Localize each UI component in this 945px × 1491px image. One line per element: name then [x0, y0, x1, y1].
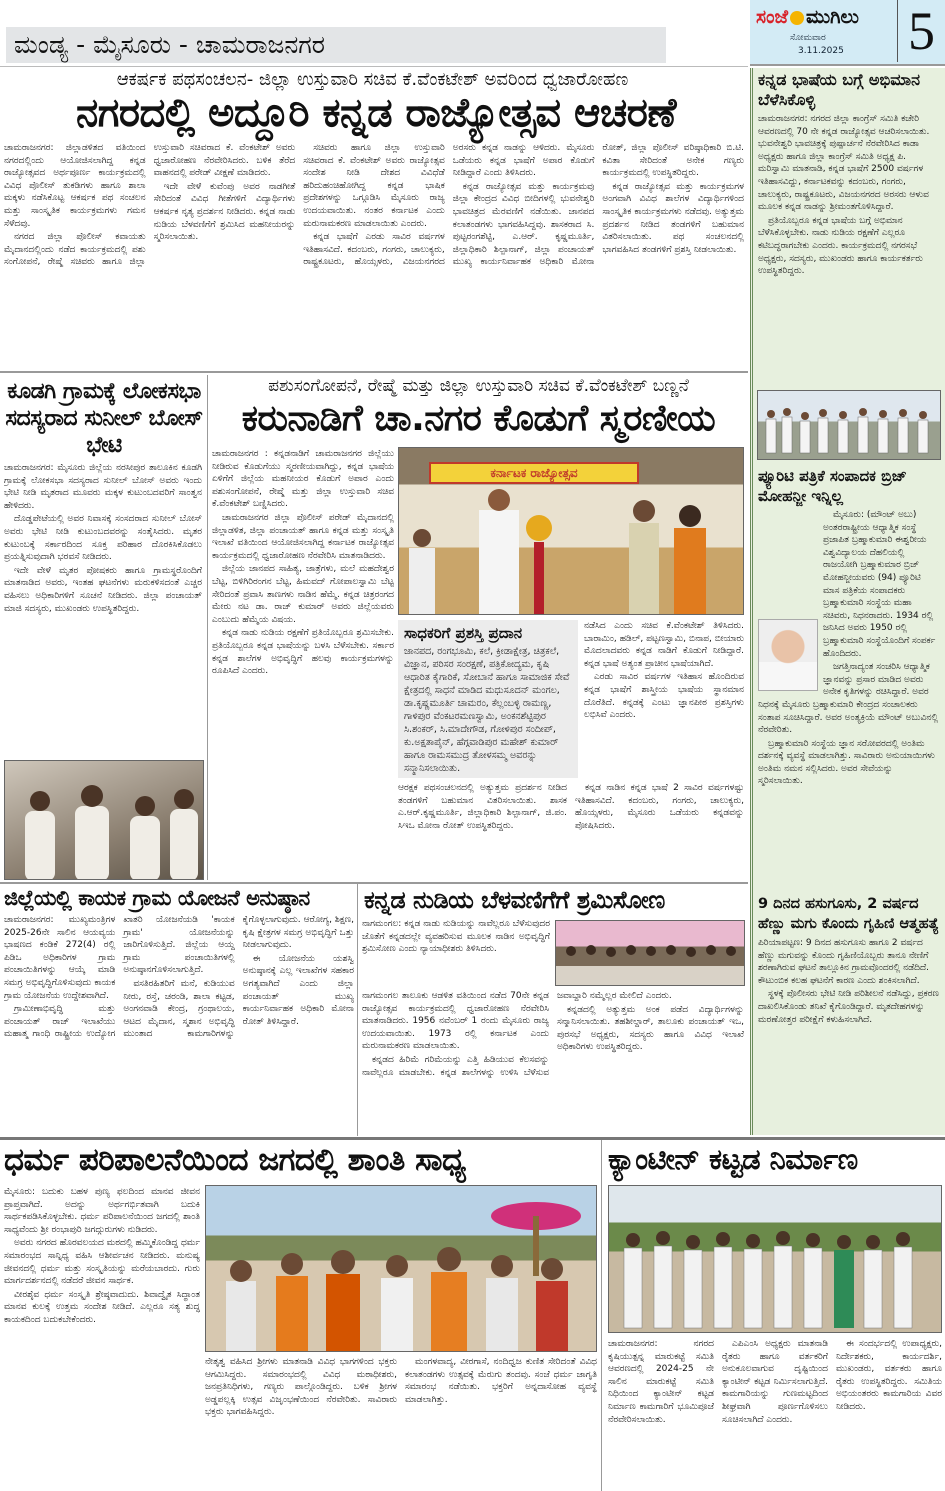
paragraph: ದೊಡ್ಡಪೇಟೆಯಲ್ಲಿ ಅವರ ನಿವಾಸಕ್ಕೆ ಸಂಸದರಾದ ಸುನೀಲ್ ಬೋಸ್ ಅವರು ಭೇಟಿ ನೀಡಿ ಕುಟುಂಬದವರನ್ನು ಸಂತೈಸಿದರು. ಮೃತರ ಕುಟುಂಬಕ್ಕೆ ಸರ್ಕಾರದಿಂದ ಸೂಕ್ತ ಪರಿಹಾರ ದೊರಕಿಸಿಕೊಡಲು ಪ್ರಯತ್ನಿಸುವುದಾಗಿ ಭರವಸೆ ನೀಡಿದರು.: [4, 514, 202, 563]
religious-procession-photo: [205, 1185, 597, 1352]
paragraph: ಕನ್ನಡ ಭಾಷೆಗೆ ಎರಡು ಸಾವಿರ ವರ್ಷಗಳ ಇತಿಹಾಸವಿದೆ. ಕದಂಬರು, ಗಂಗರು, ಚಾಲುಕ್ಯರು, ರಾಷ್ಟ್ರಕೂಟರು, ಹೊಯ್ಸಳರು, ವಿಜಯನಗರದ ಅರಸರು ಕನ್ನಡ ನಾಡನ್ನು ಆಳಿದರು. ಮೈಸೂರು ಒಡೆಯರು ಕನ್ನಡ ಭಾಷೆಗೆ ಅಪಾರ ಕೊಡುಗೆ ನೀಡಿದ್ದಾರೆ ಎಂದು ತಿಳಿಸಿದರು.: [303, 143, 595, 268]
canteen-body: [608, 1338, 942, 1488]
paragraph: ಆರಕ್ಷಕ ಪಥಸಂಚಲನದಲ್ಲಿ ಅತ್ಯುತ್ತಮ ಪ್ರದರ್ಶನ ನೀಡಿದ ತಂಡಗಳಿಗೆ ಬಹುಮಾನ ವಿತರಿಸಲಾಯಿತು. ಶಾಸಕ ಎ.ಆರ್.ಕೃಷ್ಣಮೂರ್ತಿ, ಜಿಲ್ಲಾಧಿಕಾರಿ ಶಿಲ್ಪಾನಾಗ್, ಜಿ.ಪಂ. ಸಿಇಒ ಮೋನಾ ರೋತ್ ಉಪಸ್ಥಿತರಿದ್ದರು.: [398, 783, 567, 831]
lead-headline: ನಗರದಲ್ಲಿ ಅದ್ದೂರಿ ಕನ್ನಡ ರಾಜ್ಯೋತ್ಸವ ಆಚರಣೆ: [76, 90, 676, 136]
paragraph: ಎಪಿಎಂಸಿ ಅಧ್ಯಕ್ಷರು ಮಾತನಾಡಿ ರೈತರು ಹಾಗೂ ವರ್ತಕರಿಗೆ ಅನುಕೂಲವಾಗುವ ದೃಷ್ಟಿಯಿಂದ ಕ್ಯಾಂಟೀನ್ ಕಟ್ಟಡ ನಿರ್ಮಿಸಲಾಗುತ್ತಿದೆ. ಕಾಮಗಾರಿಯನ್ನು ಗುಣಮಟ್ಟದಿಂದ ಶೀಘ್ರವಾಗಿ ಪೂರ್ಣಗೊಳಿಸಲು ಸೂಚಿಸಲಾಗಿದೆ ಎಂದರು.: [722, 1339, 828, 1425]
paragraph: ಚಾಮರಾಜನಗರ ಜಿಲ್ಲಾ ಪೊಲೀಸ್ ಪರೇಡ್ ಮೈದಾನದಲ್ಲಿ ಜಿಲ್ಲಾಡಳಿತ, ಜಿಲ್ಲಾ ಪಂಚಾಯತ್ ಹಾಗೂ ಕನ್ನಡ ಮತ್ತು ಸಂಸ್ಕೃತಿ ಇಲಾಖೆ ವತಿಯಿಂದ ಆಯೋಜಿಸಲಾಗಿದ್ದ ಕರ್ನಾಟಕ ರಾಜ್ಯೋತ್ಸವ ಕಾರ್ಯಕ್ರಮದಲ್ಲಿ ಧ್ವಜಾರೋಹಣ ನೆರವೇರಿಸಿ ಮಾತನಾಡಿದರು.: [212, 512, 394, 561]
lead-kicker: ಆಕರ್ಷಕ ಪಥಸಂಚಲನ- ಜಿಲ್ಲಾ ಉಸ್ತುವಾರಿ ಸಚಿವ ಕೆ.ವೆಂಕಟೇಶ್ ಅವರಿಂದ ಧ್ವಜಾರೋಹಣ: [116, 69, 629, 90]
center-body-right: [584, 620, 744, 780]
paragraph: ನಡೆಸಿದ ಎಂದು ಸಚಿವ ಕೆ.ವೆಂಕಟೇಶ್ ತಿಳಿಸಿದರು. ಬಾರಾಮಿಂ, ಹಡಿಲ್, ಪಟ್ಟಣಸ್ವಾಮಿ, ಬಿನಾಪ, ಬೀಯಾರು ಮೊದಲಾದವರು ಕನ್ನಡ ನಾಡಿಗೆ ಕೊಡುಗೆ ನೀಡಿದ್ದಾರೆ. ಕನ್ನಡ ಭಾಷೆ ಅತ್ಯಂತ ಪ್ರಾಚೀನ ಭಾಷೆಯಾಗಿದೆ.: [584, 621, 744, 669]
paragraph: ಈ ಯೋಜನೆಯ ಯಶಸ್ವಿ ಅನುಷ್ಠಾನಕ್ಕೆ ಎಲ್ಲ ಇಲಾಖೆಗಳ ಸಹಕಾರ ಅಗತ್ಯವಾಗಿದೆ ಎಂದು ಜಿಲ್ಲಾ ಪಂಚಾಯತ್ ಮುಖ್ಯ ಕಾರ್ಯನಿರ್ವಾಹಕ ಅಧಿಕಾರಿ ಮೋನಾ ರೋತ್ ತಿಳಿಸಿದ್ದಾರೆ.: [242, 953, 354, 1027]
dharma-body: [205, 1356, 597, 1488]
kayaka-body: [4, 914, 354, 1132]
nudi-headline: ಕನ್ನಡ ನುಡಿಯ ಬೆಳವಣಿಗೆಗೆ ಶ್ರಮಿಸೋಣ: [364, 886, 665, 914]
kudagi-headline: ಕೂಡಗಿ ಗ್ರಾಮಕ್ಕೆ ಲೋಕಸಭಾ ಸದಸ್ಯರಾದ ಸುನೀಲ್ ಬೋಸ್ ಭೇಟಿ: [5, 379, 203, 458]
kayaka-headline: ಜಿಲ್ಲೆಯಲ್ಲಿ ಕಾಯಕ ಗ್ರಾಮ ಯೋಜನೆ ಅನುಷ್ಠಾನ: [4, 886, 310, 910]
logo-right: ಮುಗಿಲು: [806, 6, 859, 28]
paragraph: ಸ್ಥಳಕ್ಕೆ ಪೊಲೀಸರು ಭೇಟಿ ನೀಡಿ ಪರಿಶೀಲನೆ ನಡೆಸಿದ್ದು, ಪ್ರಕರಣ ದಾಖಲಿಸಿಕೊಂಡು ತನಿಖೆ ಕೈಗೊಂಡಿದ್ದಾರೆ. ಮೃತದೇಹಗಳನ್ನು ಮರಣೋತ್ತರ ಪರೀಕ್ಷೆಗೆ ಕಳುಹಿಸಲಾಗಿದೆ.: [758, 989, 939, 1025]
paragraph: ಜಿಲ್ಲೆಯ ಜಾನಪದ ಸಾಹಿತ್ಯ, ಜಾತ್ರೆಗಳು, ಮಲೆ ಮಹದೇಶ್ವರ ಬೆಟ್ಟ, ಬಿಳಿಗಿರಿರಂಗನ ಬೆಟ್ಟ, ಹಿಮವದ್ ಗೋಪಾಲಸ್ವಾಮಿ ಬೆಟ್ಟ ಸೇರಿದಂತೆ ಪ್ರವಾಸಿ ತಾಣಗಳು ನಾಡಿನ ಹೆಮ್ಮೆ. ಕನ್ನಡ ಚಿತ್ರರಂಗದ ಮೇರು ನಟ ಡಾ. ರಾಜ್ ಕುಮಾರ್ ಅವರು ಜಿಲ್ಲೆಯವರು ಎಂಬುದು ಹೆಮ್ಮೆಯ ವಿಷಯ.: [212, 564, 394, 625]
awards-title: ಸಾಧಕರಿಗೆ ಪ್ರಶಸ್ತಿ ಪ್ರದಾನ: [404, 624, 523, 642]
sun-icon: [790, 11, 804, 25]
paragraph: ಚಾಮರಾಜನಗರ: ಜಿಲ್ಲಾಡಳಿತದ ವತಿಯಿಂದ ನಗರದಲ್ಲಿಂದು ಆಯೋಜಿಸಲಾಗಿದ್ದ ಕನ್ನಡ ರಾಜ್ಯೋತ್ಸವದ ಅರ್ಥಪೂರ್ಣ ಕಾರ್ಯಕ್ರಮದಲ್ಲಿ ವಿವಿಧ ಪೊಲೀಸ್ ತುಕಡಿಗಳು ಹಾಗೂ ಶಾಲಾ ಮಕ್ಕಳು ನಡೆಸಿಕೊಟ್ಟ ಆಕರ್ಷಕ ಪಥ ಸಂಚಲನ ಮತ್ತು ಸಾಂಸ್ಕೃತಿಕ ಕಾರ್ಯಕ್ರಮಗಳು ಗಮನ ಸೆಳೆದವು.: [4, 143, 146, 229]
paragraph: ನಗರದ ಜಿಲ್ಲಾ ಪೊಲೀಸ್ ಕವಾಯತು ಮೈದಾನದಲ್ಲಿಂದು ನಡೆದ ಕಾರ್ಯಕ್ರಮದಲ್ಲಿ ಪಶು ಸಂಗೋಪನೆ, ರೇಷ್ಮೆ ಸಚಿವರು ಹಾಗೂ ಜಿಲ್ಲಾ ಉಸ್ತುವಾರಿ ಸಚಿವರಾದ ಕೆ. ವೆಂಕಟೇಶ್ ಅವರು ಧ್ವಜಾರೋಹಣ ನೆರವೇರಿಸಿದರು. ಬಳಿಕ ತೆರೆದ ವಾಹನದಲ್ಲಿ ಪರೇಡ್ ವೀಕ್ಷಣೆ ಮಾಡಿದರು.: [4, 143, 296, 268]
nudi-body: [362, 990, 744, 1132]
dharma-headline: ಧರ್ಮ ಪರಿಪಾಲನೆಯಿಂದ ಜಗದಲ್ಲಿ ಶಾಂತಿ ಸಾಧ್ಯ: [4, 1142, 466, 1178]
paragraph: ಪ್ರತಿಯೊಬ್ಬರೂ ಕನ್ನಡ ಭಾಷೆಯ ಬಗ್ಗೆ ಅಭಿಮಾನ ಬೆಳೆಸಿಕೊಳ್ಳಬೇಕು. ನಾಡು ನುಡಿಯ ರಕ್ಷಣೆಗೆ ಎಲ್ಲರೂ ಕಟಿಬದ್ಧರಾಗಬೇಕು ಎಂದರು. ಕಾರ್ಯಕ್ರಮದಲ್ಲಿ ನಗರಸಭೆ ಅಧ್ಯಕ್ಷರು, ಸದಸ್ಯರು, ಮುಖಂಡರು ಹಾಗೂ ಕಾರ್ಯಕರ್ತರು ಉಪಸ್ಥಿತರಿದ್ದರು.: [758, 215, 923, 277]
paragraph: ನೇತೃತ್ವ ವಹಿಸಿದ ಶ್ರೀಗಳು ಮಾತನಾಡಿ ವಿವಿಧ ಭಾಗಗಳಿಂದ ಭಕ್ತರು ಆಗಮಿಸಿದ್ದರು. ಸಮಾರಂಭದಲ್ಲಿ ವಿವಿಧ ಮಠಾಧೀಶರು, ಜನಪ್ರತಿನಿಧಿಗಳು, ಗಣ್ಯರು ಪಾಲ್ಗೊಂಡಿದ್ದರು. ಬಳಿಕ ಶ್ರೀಗಳ ಅಡ್ಡಪಲ್ಲಕ್ಕಿ ಉತ್ಸವ ವಿಜೃಂಭಣೆಯಿಂದ ನೆರವೇರಿತು. ಸಾವಿರಾರು ಭಕ್ತರು ಭಾಗವಹಿಸಿದ್ದರು.: [205, 1357, 397, 1418]
mp-visit-photo: [4, 760, 204, 880]
paragraph: ಜಗತ್ತಿನಾದ್ಯಂತ ಸಂಚರಿಸಿ ಆಧ್ಯಾತ್ಮಿಕ ಜ್ಞಾನವನ್ನು ಪ್ರಸಾರ ಮಾಡಿದ ಅವರು ಅನೇಕ ಕೃತಿಗಳನ್ನು ರಚಿಸಿದ್ದಾರೆ. ಅವರ ನಿಧನಕ್ಕೆ ಮೈಸೂರು ಬ್ರಹ್ಮಾಕುಮಾರಿ ಕೇಂದ್ರದ ಸಂಚಾಲಕರು ಸಂತಾಪ ಸೂಚಿಸಿದ್ದಾರೆ. ಅವರ ಅಂತ್ಯಕ್ರಿಯೆ ಮೌಂಟ್ ಅಬುವಿನಲ್ಲಿ ನೆರವೇರಿತು.: [758, 662, 939, 736]
paragraph: ಎರಡು ಸಾವಿರ ವರ್ಷಗಳ ಇತಿಹಾಸ ಹೊಂದಿರುವ ಕನ್ನಡ ಭಾಷೆಗೆ ಶಾಸ್ತ್ರೀಯ ಭಾಷೆಯ ಸ್ಥಾನಮಾನ ದೊರೆತಿದೆ. ಕನ್ನಡಕ್ಕೆ ಎಂಟು ಜ್ಞಾನಪೀಠ ಪ್ರಶಸ್ತಿಗಳು ಲಭಿಸಿವೆ ಎಂದರು.: [584, 672, 744, 721]
paragraph: ನಾಗಮಂಗಲ: ಕನ್ನಡ ನಾಡು ನುಡಿಯನ್ನು ನಾವೆಲ್ಲರೂ ಬೆಳೆಸುವುದರ ಜೊತೆಗೆ ಕನ್ನಡದಲ್ಲೇ ವ್ಯವಹರಿಸುವ ಮೂಲಕ ನಾಡಿನ ಅಭಿವೃದ್ಧಿಗೆ ಶ್ರಮಿಸೋಣ ಎಂದು ನ್ಯಾಯಾಧೀಶರು ತಿಳಿಸಿದರು.: [362, 919, 550, 955]
divider: [207, 375, 208, 880]
divider: [0, 66, 748, 67]
canteen-headline: ಕ್ಯಾಂಟೀನ್ ಕಟ್ಟಡ ನಿರ್ಮಾಣ: [608, 1142, 858, 1176]
paragraph: ಮಂಗಳವಾದ್ಯ, ವೀರಗಾಸೆ, ನಂದಿಧ್ವಜ ಕುಣಿತ ಸೇರಿದಂತೆ ವಿವಿಧ ಕಲಾತಂಡಗಳು ಉತ್ಸವಕ್ಕೆ ಮೆರುಗು ತಂದವು. ಸಂಜೆ ಧರ್ಮ ಜಾಗೃತಿ ಸಮಾರಂಭ ನಡೆಯಿತು. ಭಕ್ತರಿಗೆ ಅನ್ನದಾಸೋಹ ವ್ಯವಸ್ಥೆ ಮಾಡಲಾಗಿತ್ತು.: [405, 1357, 597, 1405]
paragraph: ಕನ್ನಡದ ಹಿರಿಮೆ ಗರಿಮೆಯನ್ನು ಎತ್ತಿ ಹಿಡಿಯುವ ಕೆಲಸವನ್ನು ನಾವೆಲ್ಲರೂ ಮಾಡಬೇಕು. ಕನ್ನಡ ಶಾಲೆಗಳನ್ನು ಉಳಿಸಿ ಬೆಳೆಸುವ ಜವಾಬ್ದಾರಿ ನಮ್ಮೆಲ್ಲರ ಮೇಲಿದೆ ಎಂದರು.: [362, 991, 672, 1078]
logo-left: ಸಂಜೆ: [756, 6, 789, 28]
paragraph: ಪಿರಿಯಾಪಟ್ಟಣ: 9 ದಿನದ ಹಸುಗೂಸು ಹಾಗೂ 2 ವರ್ಷದ ಹೆಣ್ಣು ಮಗುವನ್ನು ಕೊಂದು ಗೃಹಿಣಿಯೊಬ್ಬರು ತಾನೂ ನೇಣಿಗೆ ಶರಣಾಗಿರುವ ಘಟನೆ ತಾಲ್ಲೂಕಿನ ಗ್ರಾಮವೊಂದರಲ್ಲಿ ನಡೆದಿದೆ. ಕೌಟುಂಬಿಕ ಕಲಹ ಘಟನೆಗೆ ಕಾರಣ ಎಂದು ಶಂಕಿಸಲಾಗಿದೆ.: [758, 938, 930, 986]
nagamangala-photo: [555, 920, 745, 986]
paragraph: ಚಾಮರಾಜನಗರ: ನಗರದ ಕೃಷಿಯುತ್ಪನ್ನ ಮಾರುಕಟ್ಟೆ ಸಮಿತಿ ಆವರಣದಲ್ಲಿ 2024-25 ನೇ ಸಾಲಿನ ಮಾರುಕಟ್ಟೆ ಸಮಿತಿ ನಿಧಿಯಿಂದ ಕ್ಯಾಂಟೀನ್ ಕಟ್ಟಡ ನಿರ್ಮಾಣ ಕಾಮಗಾರಿಗೆ ಭೂಮಿಪೂಜೆ ನೆರವೇರಿಸಲಾಯಿತು.: [608, 1339, 714, 1425]
paragraph: ಕನ್ನಡದಲ್ಲಿ ಅತ್ಯುತ್ತಮ ಅಂಕ ಪಡೆದ ವಿದ್ಯಾರ್ಥಿಗಳನ್ನು ಸನ್ಮಾನಿಸಲಾಯಿತು. ತಹಶೀಲ್ದಾರ್, ತಾಲೂಕು ಪಂಚಾಯತ್ ಇಒ, ಪುರಸಭೆ ಅಧ್ಯಕ್ಷರು, ಸದಸ್ಯರು ಹಾಗೂ ವಿವಿಧ ಇಲಾಖೆ ಅಧಿಕಾರಿಗಳು ಉಪಸ್ಥಿತರಿದ್ದರು.: [557, 1004, 744, 1053]
section-label: ಮಂಡ್ಯ - ಮೈಸೂರು - ಚಾಮರಾಜನಗರ: [6, 27, 666, 63]
paragraph: ಚಾಮರಾಜನಗರ: ನಗರದ ಜಿಲ್ಲಾ ಕಾಂಗ್ರೆಸ್ ಸಮಿತಿ ಕಚೇರಿ ಆವರಣದಲ್ಲಿ 70 ನೇ ಕನ್ನಡ ರಾಜ್ಯೋತ್ಸವ ಆಚರಿಸಲಾಯಿತು. ಭುವನೇಶ್ವರಿ ಭಾವಚಿತ್ರಕ್ಕೆ ಪುಷ್ಪಾರ್ಚನೆ ನೆರವೇರಿಸಿದ ಕಾಡಾ ಅಧ್ಯಕ್ಷರು ಹಾಗೂ ಜಿಲ್ಲಾ ಕಾಂಗ್ರೆಸ್ ಸಮಿತಿ ಅಧ್ಯಕ್ಷ ಪಿ. ಮರಿಸ್ವಾಮಿ ಮಾತನಾಡಿ, ಕನ್ನಡ ಭಾಷೆಗೆ 2500 ವರ್ಷಗಳ ಇತಿಹಾಸವಿದ್ದು, ಕರ್ನಾಟಕವನ್ನು ಕದಂಬರು, ಗಂಗರು, ಚಾಲುಕ್ಯರು, ರಾಷ್ಟ್ರಕೂಟರು, ವಿಜಯನಗರದ ಅರಸರು ಆಳುವ ಮೂಲಕ ಕನ್ನಡ ನಾಡನ್ನು ಶ್ರೀಮಂತಗೊಳಿಸಿದ್ದಾರೆ.: [758, 114, 930, 213]
paragraph: ಕನ್ನಡ ನಾಡು ನುಡಿಯ ರಕ್ಷಣೆಗೆ ಪ್ರತಿಯೊಬ್ಬರೂ ಶ್ರಮಿಸಬೇಕು. ಪ್ರತಿಯೊಬ್ಬರೂ ಕನ್ನಡ ಭಾಷೆಯನ್ನು ಬಳಸಿ ಬೆಳೆಸಬೇಕು. ಸರ್ಕಾರ ಕನ್ನಡ ಶಾಲೆಗಳ ಅಭಿವೃದ್ಧಿಗೆ ಹಲವು ಕಾರ್ಯಕ್ರಮಗಳನ್ನು ರೂಪಿಸಿದೆ ಎಂದರು.: [212, 628, 394, 677]
divider: [0, 882, 748, 884]
center-body-bottom: [398, 782, 744, 878]
group-people-image: [758, 391, 941, 460]
divider: [601, 1140, 602, 1491]
group-seated-image: [556, 921, 745, 986]
canteen-ceremony-photo: [608, 1185, 942, 1333]
divider: [357, 884, 358, 1136]
swamijis-image: [206, 1186, 597, 1352]
center-headline: ಕರುನಾಡಿಗೆ ಚಾ.ನಗರ ಕೊಡುಗೆ ಸ್ಮರಣೀಯ: [241, 398, 716, 439]
rajyotsava-stage-photo: [398, 447, 744, 615]
awards-box: [398, 620, 578, 778]
paragraph: ಬ್ರಹ್ಮಾಕುಮಾರಿ ಸಂಸ್ಥೆಯ ಜ್ಞಾನ ಸರೋವರದಲ್ಲಿ ಅಂತಿಮ ದರ್ಶನಕ್ಕೆ ವ್ಯವಸ್ಥೆ ಮಾಡಲಾಗಿತ್ತು. ಸಾವಿರಾರು ಅನುಯಾಯಿಗಳು ಅಂತಿಮ ನಮನ ಸಲ್ಲಿಸಿದರು. ಅವರ ಸೇವೆಯನ್ನು ಸ್ಮರಿಸಲಾಯಿತು.: [758, 738, 935, 787]
officials-group-image: [609, 1186, 942, 1333]
paragraph: ವಸತಿರಹಿತರಿಗೆ ಮನೆ, ಕುಡಿಯುವ ನೀರು, ರಸ್ತೆ, ಚರಂಡಿ, ಶಾಲಾ ಕಟ್ಟಡ, ಅಂಗನವಾಡಿ ಕೇಂದ್ರ, ಗ್ರಂಥಾಲಯ, ಆಟದ ಮೈದಾನ, ಸ್ಮಶಾನ ಅಭಿವೃದ್ಧಿ ಮುಂತಾದ ಕಾಮಗಾರಿಗಳನ್ನು ಕೈಗೊಳ್ಳಲಾಗುವುದು. ಆರೋಗ್ಯ, ಶಿಕ್ಷಣ, ಕೃಷಿ ಕ್ಷೇತ್ರಗಳ ಸಮಗ್ರ ಅಭಿವೃದ್ಧಿಗೆ ಒತ್ತು ನೀಡಲಾಗುವುದು.: [123, 915, 354, 1040]
sidebar-body-2: [753, 506, 945, 886]
obituary-portrait: [758, 619, 818, 691]
nudi-body-top: [362, 918, 550, 988]
sidebar-body-1: [753, 110, 945, 388]
sidebar-body-3: [753, 934, 945, 1094]
sidebar-headline-3: 9 ದಿನದ ಹಸುಗೂಸು, 2 ವರ್ಷದ ಹೆಣ್ಣು ಮಗು ಕೊಂದು ಗೃಹಿಣಿ ಆತ್ಮಹತ್ಯೆ: [758, 896, 939, 932]
paragraph: ಕನ್ನಡ ರಾಜ್ಯೋತ್ಸವ ಮತ್ತು ಕಾರ್ಯಕ್ರಮವು ಜಿಲ್ಲಾ ಕೇಂದ್ರದ ವಿವಿಧ ಬೀದಿಗಳಲ್ಲಿ ಭುವನೇಶ್ವರಿ ಭಾವಚಿತ್ರದ ಮೆರವಣಿಗೆ ನಡೆಯಿತು. ಜಾನಪದ ಕಲಾತಂಡಗಳು ಭಾಗವಹಿಸಿದ್ದವು. ಶಾಸಕರಾದ ಸಿ. ಪುಟ್ಟರಂಗಶೆಟ್ಟಿ, ಎ.ಆರ್. ಕೃಷ್ಣಮೂರ್ತಿ, ಜಿಲ್ಲಾಧಿಕಾರಿ ಶಿಲ್ಪಾನಾಗ್, ಜಿಲ್ಲಾ ಪಂಚಾಯತ್ ಮುಖ್ಯ ಕಾರ್ಯನಿರ್ವಾಹಕ ಅಧಿಕಾರಿ ಮೋನಾ ರೋತ್, ಜಿಲ್ಲಾ ಪೊಲೀಸ್ ವರಿಷ್ಠಾಧಿಕಾರಿ ಬಿ.ಟಿ. ಕವಿತಾ ಸೇರಿದಂತೆ ಅನೇಕ ಗಣ್ಯರು ಕಾರ್ಯಕ್ರಮದಲ್ಲಿ ಉಪಸ್ಥಿತರಿದ್ದರು.: [452, 143, 744, 268]
paragraph: ಚಾಮರಾಜನಗರ : ಕನ್ನಡನಾಡಿಗೆ ಚಾಮರಾಜನಗರ ಜಿಲ್ಲೆಯು ನೀಡಿರುವ ಕೊಡುಗೆಯು ಸ್ಮರಣೀಯವಾಗಿದ್ದು, ಕನ್ನಡ ಭಾಷೆಯ ಏಳಿಗೆಗೆ ಜಿಲ್ಲೆಯ ಮಹನೀಯರ ಕೊಡುಗೆ ಅಪಾರ ಎಂದು ಪಶುಸಂಗೋಪನೆ, ರೇಷ್ಮೆ ಮತ್ತು ಜಿಲ್ಲಾ ಉಸ್ತುವಾರಿ ಸಚಿವ ಕೆ.ವೆಂಕಟೇಶ್ ಬಣ್ಣಿಸಿದರು.: [212, 449, 394, 510]
page-number: 5: [897, 0, 935, 62]
center-kicker: ಪಶುಸಂಗೋಪನೆ, ರೇಷ್ಮೆ ಮತ್ತು ಜಿಲ್ಲಾ ಉಸ್ತುವಾರಿ ಸಚಿವ ಕೆ.ವೆಂಕಟೇಶ್ ಬಣ್ಣನೆ: [268, 376, 689, 396]
paragraph: ವೀರಶೈವ ಧರ್ಮ ಸಂಸ್ಕೃತಿ ಶ್ರೇಷ್ಠವಾದುದು. ಶಿವಾದ್ವೈತ ಸಿದ್ಧಾಂತ ಮಾನವ ಕುಲಕ್ಕೆ ಉತ್ತಮ ಸಂದೇಶ ನೀಡಿದೆ. ಎಲ್ಲರೂ ಸತ್ಯ ಶುದ್ಧ ಕಾಯಕದಿಂದ ಬದುಕಬೇಕೆಂದರು.: [4, 1289, 200, 1325]
paragraph: ಕನ್ನಡ ನಾಡಿನ ಕನ್ನಡ ಭಾಷೆ 2 ಸಾವಿರ ವರ್ಷಗಳಷ್ಟು ಇತಿಹಾಸವಿದೆ. ಕದಂಬರು, ಗಂಗರು, ಚಾಲುಕ್ಯರು, ಹೊಯ್ಸಳರು, ಮೈಸೂರು ಒಡೆಯರು ಕನ್ನಡವನ್ನು ಪೋಷಿಸಿದರು.: [575, 783, 744, 831]
people-meeting-image: [5, 761, 204, 880]
stage-banner: ಕರ್ನಾಟಕ ರಾಜ್ಯೋತ್ಸವ: [429, 462, 639, 484]
kudagi-body: [4, 462, 202, 756]
congress-office-photo: [757, 390, 941, 460]
paragraph: ಮೈಸೂರು: (ಮೌಂಟ್ ಅಬು) ಅಂತರರಾಷ್ಟ್ರೀಯ ಆಧ್ಯಾತ್ಮಿಕ ಸಂಸ್ಥೆ ಪ್ರಜಾಪಿತ ಬ್ರಹ್ಮಾಕುಮಾರಿ ಈಶ್ವರೀಯ ವಿಶ್ವವಿದ್ಯಾಲಯ ದೆಹಲಿಯಲ್ಲಿ ರಾಜಯೋಗಿ ಬ್ರಹ್ಮಾಕುಮಾರ ಬ್ರಿಜ್ ಮೋಹನ್ಜೀಯವರು (94) ಪ್ಯೂರಿಟಿ ಮಾಸ ಪತ್ರಿಕೆಯ ಸಂಪಾದಕರು ಬ್ರಹ್ಮಾಕುಮಾರಿ ಸಂಸ್ಥೆಯ ಮಹಾ ಸಚಿವರು, ನಿಧನರಾದರು. 1934 ರಲ್ಲಿ ಜನಿಸಿದ ಅವರು 1950 ರಲ್ಲಿ ಬ್ರಹ್ಮಾಕುಮಾರಿ ಸಂಸ್ಥೆಯೊಂದಿಗೆ ಸಂಪರ್ಕ ಹೊಂದಿದರು.: [823, 510, 936, 659]
paragraph: ಇದೇ ವೇಳೆ ಕುವೆಂಪು ಅವರ ನಾಡಗೀತೆ ಸೇರಿದಂತೆ ವಿವಿಧ ಗೀತೆಗಳಿಗೆ ವಿದ್ಯಾರ್ಥಿಗಳು ಆಕರ್ಷಕ ನೃತ್ಯ ಪ್ರದರ್ಶನ ನೀಡಿದರು. ಕನ್ನಡ ನಾಡು ನುಡಿಯ ಬೆಳವಣಿಗೆಗೆ ಶ್ರಮಿಸಿದ ಮಹನೀಯರನ್ನು ಸ್ಮರಿಸಲಾಯಿತು.: [153, 181, 296, 243]
lead-body: [4, 142, 744, 368]
paragraph: ಈ ಸಂದರ್ಭದಲ್ಲಿ ಉಪಾಧ್ಯಕ್ಷರು, ನಿರ್ದೇಶಕರು, ಕಾರ್ಯದರ್ಶಿ, ಮುಖಂಡರು, ವರ್ತಕರು ಹಾಗೂ ರೈತರು ಉಪಸ್ಥಿತರಿದ್ದರು. ಸಮಿತಿಯ ಅಭಿಯಂತರರು ಕಾಮಗಾರಿಯ ವಿವರ ನೀಡಿದರು.: [836, 1339, 942, 1412]
awards-text: ಜಾನಪದ, ರಂಗಭೂಮಿ, ಕಲೆ, ಕ್ರೀಡಾಕ್ಷೇತ್ರ, ಚಿತ್ರಕಲೆ, ವಿಜ್ಞಾನ, ಪರಿಸರ ಸಂರಕ್ಷಣೆ, ಪತ್ರಿಕೋದ್ಯಮ, ಕೃಷಿ ಆಧಾರಿತ ಕೈಗಾರಿಕೆ, ಸೋಬಾನೆ ಹಾಗೂ ಸಾಮಾಜಿಕ ಸೇವೆ ಕ್ಷೇತ್ರದಲ್ಲಿ ಸಾಧನೆ ಮಾಡಿದ ಮಧುಸೂದನ್ ಮಂಗಲ, ಡಾ.ಕೃಷ್ಣಮೂರ್ತಿ ಚಾಮರಂ, ಕೆಲ್ಲಂಬಳ್ಳಿ ರಾಮಣ್ಣ, ಗಾಳಿಪುರ ವೆಂಕಟರಮಣಸ್ವಾಮಿ, ಅಂಕನಶೆಟ್ಟಿಪುರ ಸಿ.ಶಂಕರ್, ಸಿ.ಮಾದೇಗೌಡ, ಗೋಳಿಪುರ ಸಂದೀಪ್, ಕು.ಅಕ್ಷತಾಪೈನ್, ಹೆಗ್ಗವಾಡಿಪುರ ಮಹೇಶ್ ಕುಮಾರ್ ಹಾಗೂ ರಾಮಸಮುದ್ರ ತೋಳಸಮ್ಮ ಅವರನ್ನು ಸನ್ಮಾನಿಸಲಾಯಿತು.: [404, 646, 570, 774]
paragraph: ಸಚಿವರು ಹಾಗೂ ಜಿಲ್ಲಾ ಉಸ್ತುವಾರಿ ಸಚಿವರಾದ ಕೆ. ವೆಂಕಟೇಶ್ ಅವರು ರಾಜ್ಯೋತ್ಸವ ಸಂದೇಶ ನೀಡಿ ದೇಶದ ವಿವಿಧೆಡೆ ಹರಿದುಹಂಚಿಹೋಗಿದ್ದ ಕನ್ನಡ ಭಾಷಿಕ ಪ್ರದೇಶಗಳನ್ನು ಒಗ್ಗೂಡಿಸಿ ಮೈಸೂರು ರಾಜ್ಯ ಉದಯವಾಯಿತು. ನಂತರ ಕರ್ನಾಟಕ ಎಂದು ಮರುನಾಮಕರಣ ಮಾಡಲಾಯಿತು ಎಂದರು.: [303, 143, 445, 229]
dharma-body-left: [4, 1186, 200, 1488]
paragraph: ಮೈಸೂರು: ಬದುಕು ಬಹಳ ಪುಣ್ಯ ಫಲದಿಂದ ಮಾನವ ಜೀವನ ಪ್ರಾಪ್ತವಾಗಿದೆ. ಅದನ್ನು ಅರ್ಥಗರ್ಭಿತವಾಗಿ ಬದುಕಿ ಸಾರ್ಥಕಪಡಿಸಿಕೊಳ್ಳಬೇಕು. ಧರ್ಮ ಪರಿಪಾಲನೆಯಿಂದ ಜಗದಲ್ಲಿ ಶಾಂತಿ ಸಾಧ್ಯವೆಂದು ಶ್ರೀ ರಂಭಾಪುರಿ ಜಗದ್ಗುರುಗಳು ನುಡಿದರು.: [4, 1187, 200, 1235]
sidebar-headline-2: ಪ್ಯೂರಿಟಿ ಪತ್ರಿಕೆ ಸಂಪಾದಕ ಬ್ರಿಜ್ ಮೋಹನ್ಜೀ ಇನ್ನಿಲ್ಲ: [758, 467, 907, 505]
divider: [0, 1137, 945, 1140]
sidebar: [750, 68, 945, 1135]
newspaper-logo: [756, 6, 859, 28]
paragraph: ನಾಗಮಂಗಲ ತಾಲೂಕು ಆಡಳಿತ ವತಿಯಿಂದ ನಡೆದ 70ನೇ ಕನ್ನಡ ರಾಜ್ಯೋತ್ಸವ ಕಾರ್ಯಕ್ರಮದಲ್ಲಿ ಧ್ವಜಾರೋಹಣ ನೆರವೇರಿಸಿ ಮಾತನಾಡಿದರು. 1956 ನವೆಂಬರ್ 1 ರಂದು ಮೈಸೂರು ರಾಜ್ಯ ಉದಯವಾಯಿತು. 1973 ರಲ್ಲಿ ಕರ್ನಾಟಕ ಎಂದು ಮರುನಾಮಕರಣ ಮಾಡಲಾಯಿತು.: [362, 991, 549, 1052]
paragraph: ಇದೇ ವೇಳೆ ಮೃತರ ಪೋಷಕರು ಹಾಗೂ ಗ್ರಾಮಸ್ಥರೊಂದಿಗೆ ಮಾತನಾಡಿದ ಅವರು, ಇಂತಹ ಘಟನೆಗಳು ಮರುಕಳಿಸದಂತೆ ಎಚ್ಚರ ವಹಿಸಲು ಅಧಿಕಾರಿಗಳಿಗೆ ಸೂಚನೆ ನೀಡಿದರು. ಜಿಲ್ಲಾ ಪಂಚಾಯತ್ ಮಾಜಿ ಸದಸ್ಯರು, ಮುಖಂಡರು ಉಪಸ್ಥಿತರಿದ್ದರು.: [4, 565, 202, 614]
sidebar-headline-1: ಕನ್ನಡ ಭಾಷೆಯ ಬಗ್ಗೆ ಅಭಿಮಾನ ಬೆಳೆಸಿಕೊಳ್ಳಿ: [758, 70, 920, 109]
center-body-left: [212, 448, 394, 878]
divider: [0, 371, 748, 373]
paragraph: ಕನ್ನಡ ರಾಜ್ಯೋತ್ಸವ ಮತ್ತು ಕಾರ್ಯಕ್ರಮಗಳ ಅಂಗವಾಗಿ ವಿವಿಧ ಶಾಲೆಗಳ ವಿದ್ಯಾರ್ಥಿಗಳಿಂದ ಸಾಂಸ್ಕೃತಿಕ ಕಾರ್ಯಕ್ರಮಗಳು ನಡೆದವು. ಅತ್ಯುತ್ತಮ ಪ್ರದರ್ಶನ ನೀಡಿದ ತಂಡಗಳಿಗೆ ಬಹುಮಾನ ವಿತರಿಸಲಾಯಿತು. ಪಥ ಸಂಚಲನದಲ್ಲಿ ಭಾಗವಹಿಸಿದ ತಂಡಗಳಿಗೆ ಪ್ರಶಸ್ತಿ ನೀಡಲಾಯಿತು.: [602, 181, 744, 255]
paragraph: ಚಾಮರಾಜನಗರ: ಮೈಸೂರು ಜಿಲ್ಲೆಯ ನರಸೀಪುರ ತಾಲೂಕಿನ ಕೂಡಗಿ ಗ್ರಾಮಕ್ಕೆ ಲೋಕಸಭಾ ಸದಸ್ಯರಾದ ಸುನೀಲ್ ಬೋಸ್ ಅವರು ಇಂದು ಭೇಟಿ ನೀಡಿ ಮೃತರಾದ ಮೂವರು ಮಕ್ಕಳ ಕುಟುಂಬದವರಿಗೆ ಸಾಂತ್ವನ ಹೇಳಿದರು.: [4, 463, 202, 511]
paragraph: ಚಾಮರಾಜನಗರ: ಮುಖ್ಯಮಂತ್ರಿಗಳ 2025-26ನೇ ಸಾಲಿನ ಆಯವ್ಯಯ ಭಾಷಣದ ಕಂಡಿಕೆ 272(4) ರಲ್ಲಿ ಪಿಡಿಒ ಅಧಿಕಾರಿಗಳ ಗ್ರಾಮ ಪಂಚಾಯಿತಿಗಳನ್ನು ಆಯ್ಕೆ ಮಾಡಿ ಸಮಗ್ರ ಅಭಿವೃದ್ಧಿಗೊಳಿಸುವುದು ಕಾಯಕ ಗ್ರಾಮ ಯೋಜನೆಯ ಉದ್ದೇಶವಾಗಿದೆ.: [4, 915, 116, 1001]
paragraph: ಗ್ರಾಮೀಣಾಭಿವೃದ್ಧಿ ಮತ್ತು ಪಂಚಾಯತ್ ರಾಜ್ ಇಲಾಖೆಯು ಮಹಾತ್ಮ ಗಾಂಧಿ ರಾಷ್ಟ್ರೀಯ ಉದ್ಯೋಗ ಖಾತರಿ ಯೋಜನೆಯಡಿ 'ಕಾಯಕ ಗ್ರಾಮ' ಯೋಜನೆಯನ್ನು ಜಾರಿಗೊಳಿಸುತ್ತಿದೆ. ಜಿಲ್ಲೆಯ ಆಯ್ದ ಗ್ರಾಮ ಪಂಚಾಯಿತಿಗಳಲ್ಲಿ ಅನುಷ್ಠಾನಗೊಳಿಸಲಾಗುತ್ತಿದೆ.: [4, 915, 235, 1040]
paragraph: ಅವರು ನಗರದ ಹೊರವಲಯದ ಮಠದಲ್ಲಿ ಹಮ್ಮಿಕೊಂಡಿದ್ದ ಧರ್ಮ ಸಮಾರಂಭದ ಸಾನ್ನಿಧ್ಯ ವಹಿಸಿ ಆಶೀರ್ವಚನ ನೀಡಿದರು. ಮನುಷ್ಯ ಜೀವನದಲ್ಲಿ ಧರ್ಮ ಮತ್ತು ಸಂಸ್ಕೃತಿಯನ್ನು ಮರೆಯಬಾರದು. ಗುರು ಮಾರ್ಗದರ್ಶನದಲ್ಲಿ ನಡೆದರೆ ಜೀವನ ಸಾರ್ಥಕ.: [4, 1238, 200, 1287]
day-name: ಸೋಮವಾರ: [790, 33, 826, 43]
issue-date: 3.11.2025: [798, 46, 844, 56]
masthead: [750, 0, 945, 66]
